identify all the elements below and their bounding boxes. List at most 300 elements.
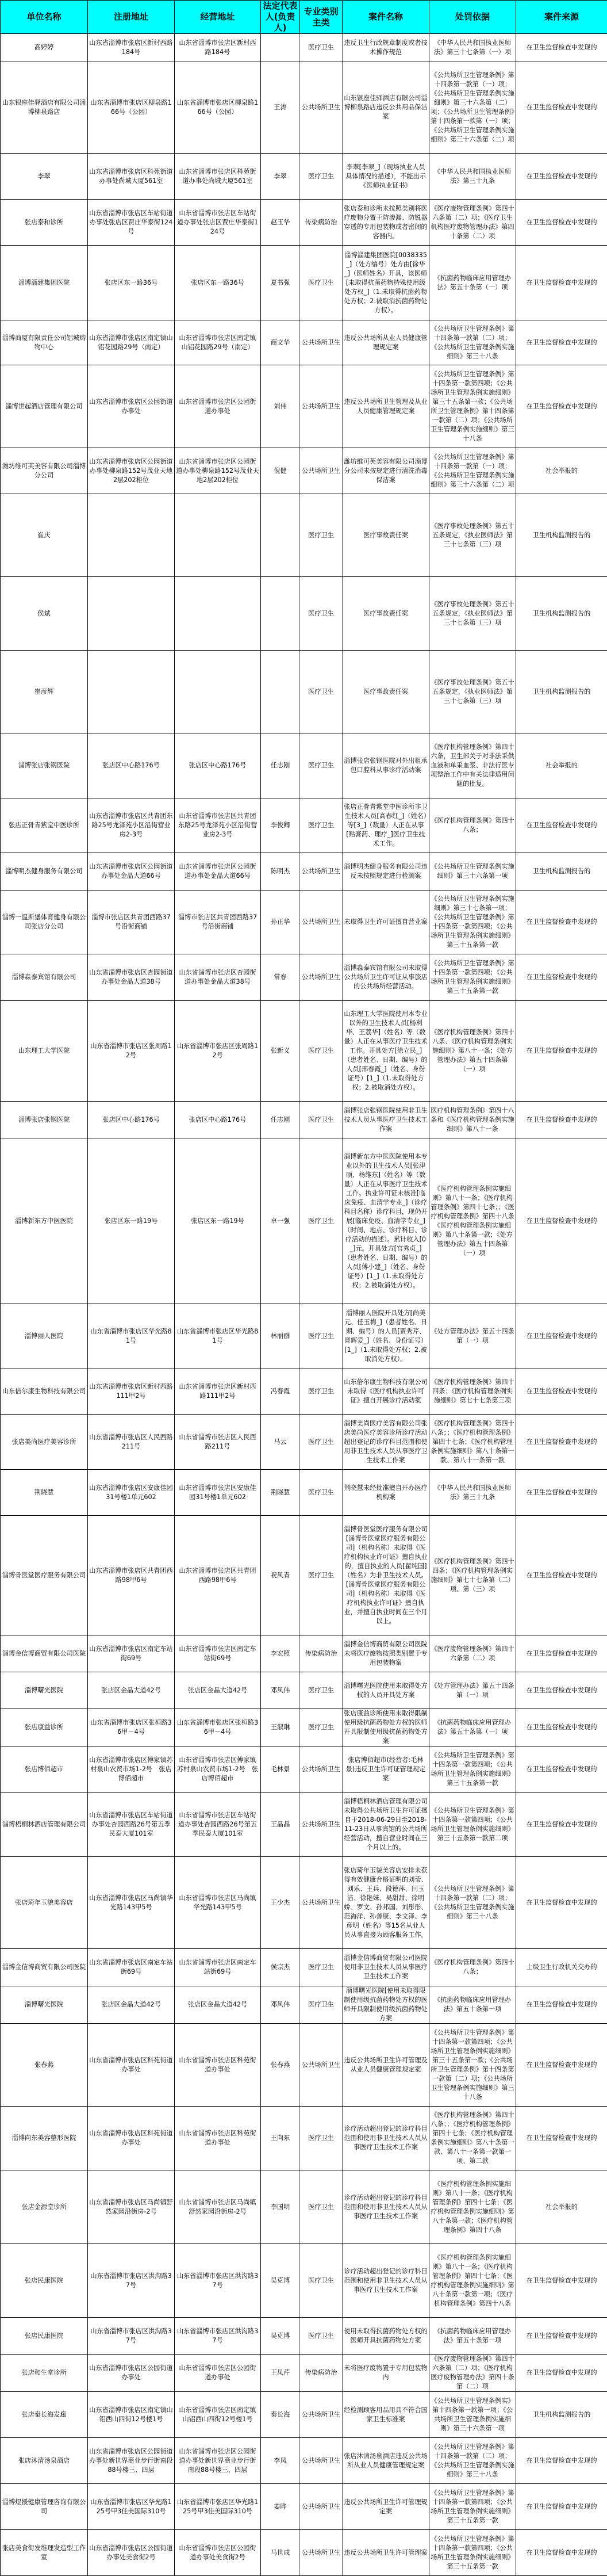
cell-registered-address: 山东省淄博市张店区杏园街道办事处金晶大道38号: [88, 954, 175, 1001]
header-case-source: 案件来源: [516, 1, 607, 34]
cell-penalty-basis: 《医疗机构管理条例》第四十四条；《医疗机构管理条例实施细则》第七十七条第三项: [429, 1369, 516, 1415]
cell-registered-address: 张店区中心路176号: [88, 1102, 175, 1138]
cell-registered-address: 山东省淄博市张店区公园街道办事处: [88, 2355, 175, 2392]
cell-penalty-basis: 《处方管理办法》第五十四条第（一）项: [429, 1304, 516, 1369]
cell-category: 医疗卫生: [300, 1470, 343, 1516]
cell-case-name: 淄博曙光医院[使用未取得限制使用级抗菌药物处方权的医师开具限制使用级抗菌药物处方案: [343, 1986, 429, 2024]
cell-unit-name: 崔彦辉: [1, 651, 88, 733]
cell-penalty-basis: 《医疗机构管理条例实施细则》第八十一条；《医疗机构管理条例》第四十七条；《医疗机构管理条例实施细则》第八十条第一款第一项；《医疗机构管理条例》第四十八条: [429, 2244, 516, 2318]
cell-penalty-basis: 《中华人民共和国执业医师法》第三十九条: [429, 1470, 516, 1516]
cell-registered-address: 山东省淄博市张店区公园街道办事处: [88, 365, 175, 448]
cell-case-name: 淄博张店张钢医院使用非卫生技术人员从事医疗卫生技术工作案: [343, 1102, 429, 1138]
cell-penalty-basis: 《抗菌药物临床应用管理办法》第五十条第（一）项: [429, 246, 516, 320]
cell-category: 公共场所卫生: [300, 1746, 343, 1793]
cell-category: 医疗卫生: [300, 1949, 343, 1986]
cell-category: 医疗卫生: [300, 1672, 343, 1709]
cell-legal-representative: 倪健: [261, 448, 300, 494]
cell-unit-name: 淄博丽人医院: [1, 1304, 88, 1369]
cell-case-name: 诊疗活动超出登记的诊疗科目范围和使用非卫生技术人员从事医疗卫生技术工作案: [343, 2107, 429, 2170]
cell-registered-address: 山东省淄博市张店区车站街道办事处张店区贾庄华泰街124号: [88, 200, 175, 246]
table-row: [1, 494, 607, 577]
cell-case-name: 荆晓慧未经批准擅自开办医疗机构案: [343, 1470, 429, 1516]
cell-legal-representative: 张新义: [261, 1001, 300, 1102]
cell-case-source: 在卫生监督检查中发现的: [516, 1138, 607, 1304]
cell-business-address: 山东省淄博市张店区人民西路211号: [175, 1415, 261, 1470]
cell-business-address: 山东省淄博市张店区马尚镇华光路143甲5号: [175, 1857, 261, 1949]
table-row: [1, 1746, 607, 1793]
cell-business-address: 山东省淄博市张店区洪沟路37号: [175, 2244, 261, 2318]
cell-case-name: 未取得卫生许可证擅自营业案: [343, 890, 429, 954]
cell-business-address: 山东省淄博市张店区公园街道办事处: [175, 2355, 261, 2392]
cell-penalty-basis: 《抗菌药物临床应用管理办法》第五十条第（一）项: [429, 1709, 516, 1746]
cell-registered-address: 山东省淄博市张店区华光路81号: [88, 1304, 175, 1369]
cell-unit-name: 淄博煜援健康管理咨询有限公司: [1, 2484, 88, 2530]
cell-penalty-basis: 《公共场所卫生管理条例》第十四条第一款第四项；《公共场所卫生管理条例实施细则》第三十五条第一款: [429, 954, 516, 1001]
cell-case-name: 张店泰和诊所未按照类别将医疗废物分置于防渗漏、防锐器穿透的专用包装物或者密闭的容器内。: [343, 200, 429, 246]
cell-case-name: 淄博淄建集团医院[0038335_]（处方编号）处方由[徐华_]（医师姓名）开具，该医师[未取得抗菌药物特殊使用级处方权_]（1.未取得抗菌药物处方权；2.被取消抗菌药物处方权）。: [343, 246, 429, 320]
cell-unit-name: 张店美食街发维理发造型工作室: [1, 2530, 88, 2576]
table-row: [1, 2024, 607, 2107]
cell-case-name: 违反公共场所卫生许可管理及从业人员健康管理规定案: [343, 2024, 429, 2107]
cell-case-source: 在卫生监督检查中发现的: [516, 1470, 607, 1516]
cell-penalty-basis: 《中华人民共和国执业医师法》第三十七条第（一）项: [429, 34, 516, 62]
cell-case-name: 张店康益诊所使用未取得限制使用级抗菌药物处方权的医师开具限制使用级抗菌药物处方案: [343, 1709, 429, 1746]
header-row: [1, 1, 607, 34]
cell-registered-address: 山东省淄博市张店区张周路12号: [88, 1001, 175, 1102]
cell-business-address: 山东省淄博市张店区洪沟路37号: [175, 2318, 261, 2355]
cell-case-source: 社会举报的: [516, 733, 607, 798]
cell-case-name: 张店正骨青紫堂中医诊所非卫生技术人员[高春红_]（姓名）等[3_]（数量）人正在从事[贴膏药、理疗_]医疗卫生技术工作。: [343, 798, 429, 853]
cell-registered-address: 山东省淄博市张店区公园街道办事处金晶大道66号: [88, 853, 175, 890]
cell-case-source: 在卫生监督检查中发现的: [516, 1102, 607, 1138]
table-row: [1, 246, 607, 320]
cell-legal-representative: [261, 34, 300, 62]
cell-category: 公共场所卫生: [300, 320, 343, 365]
cell-case-source: 上级卫生行政机关交办的: [516, 1949, 607, 1986]
cell-registered-address: 山东省淄博市张店区南定镇山铝西山四街12号楼1号: [88, 2392, 175, 2438]
cell-case-name: 医疗事故责任案: [343, 494, 429, 577]
cell-case-source: 在卫生监督检查中发现的: [516, 320, 607, 365]
cell-legal-representative: 林丽群: [261, 1304, 300, 1369]
cell-case-source: 在卫生监督检查中发现的: [516, 34, 607, 62]
cell-case-source: 卫生机构监测报告的: [516, 651, 607, 733]
header-registered-address: 注册地址: [88, 1, 175, 34]
cell-category: 医疗卫生: [300, 2170, 343, 2244]
cell-registered-address: 山东省淄博市张店区新村西路184号: [88, 34, 175, 62]
cell-legal-representative: 邓风伟: [261, 1672, 300, 1709]
cell-case-source: 在卫生监督检查中发现的: [516, 954, 607, 1001]
cell-legal-representative: 李俊卿: [261, 798, 300, 853]
cell-registered-address: 山东省淄博市张店区洪沟路37号: [88, 2244, 175, 2318]
cell-unit-name: 淄博世起酒店管理有限公司: [1, 365, 88, 448]
cell-case-name: 违反公共场所从业人员健康管理规定案: [343, 320, 429, 365]
cell-penalty-basis: 《公共场所卫生管理条例》第十四条第一款第（二）项；《公共场所卫生管理条例实施细则》第三十八条: [429, 1857, 516, 1949]
cell-case-name: 山东理工大学医院使用本专业以外的卫生技术人员[杨利华、王荔华]（姓名）等（数量）人正在从事医疗卫生技术工作。开具处方[徐立民_]（患者姓名、日期、编号）的人员[邢春霞_]（姓名、身份证号）[1_]（1.未取得处方权；2.被取消处方权）。: [343, 1001, 429, 1102]
cell-business-address: 山东省淄博市张店区马尚镇舒然家园沿街房-2号: [175, 2170, 261, 2244]
cell-case-source: 在卫生监督检查中发现的: [516, 1516, 607, 1635]
cell-category: 公共场所卫生: [300, 365, 343, 448]
cell-legal-representative: 荆晓慧: [261, 1470, 300, 1516]
cell-registered-address: [88, 577, 175, 651]
cell-registered-address: 山东省淄博市张店区科苑街道办事处: [88, 2107, 175, 2170]
cell-registered-address: 山东省淄博市张店区傅家镇苏村泉山农贸市场1-2号 张店博佰超市: [88, 1746, 175, 1793]
cell-category: 医疗卫生: [300, 798, 343, 853]
cell-registered-address: 山东省淄博市张店区新村西路111甲2号: [88, 1369, 175, 1415]
cell-business-address: 山东省淄博市张店区华光路125号甲3佳美国际310号: [175, 2484, 261, 2530]
cell-penalty-basis: 《公共场所卫生管理条例》第十四条第一款第四项；《公共场所卫生管理条例实施细则》第三十五条第一款；《公共场所卫生管理条例》第十四条第一款第（二）项；《公共场所卫生管理条例实施细则》第三十八条: [429, 365, 516, 448]
cell-unit-name: 淄博梧桐林酒店管理有限公司: [1, 1793, 88, 1857]
table-row: [1, 2438, 607, 2484]
cell-case-name: 违反公共场所卫生许可管理案: [343, 2530, 429, 2576]
cell-category: 公共场所卫生: [300, 2484, 343, 2530]
cell-case-name: 淄博丽人医院开具处方[尚美元、任玉梅_]（患者姓名、日期、编号）的人员[贾秀芹、冒辉爱_]（姓名、身份证号）[1_]（1.未取得处方权；2.被取消处方权）。: [343, 1304, 429, 1369]
cell-case-source: 在卫生监督检查中发现的: [516, 1001, 607, 1102]
cell-business-address: 山东省淄博市张店区公园街道办事处: [175, 365, 261, 448]
cell-case-name: 诊疗活动超出登记的诊疗科目范围和使用非卫生技术人员从事医疗卫生技术工作案: [343, 2244, 429, 2318]
cell-registered-address: 山东省淄博市张店区科苑街道办事处尚城大厦561室: [88, 154, 175, 200]
cell-category: 医疗卫生: [300, 651, 343, 733]
cell-category: 医疗卫生: [300, 34, 343, 62]
cell-penalty-basis: 《医疗机构管理条例实施细则》第八十一条；《医疗机构管理条例》第四十七条；；《医疗机构管理条例》第四十八条《医疗机构管理条例实施细则》第八十条第一款；《处方管理办法》第五十四条第（一）项: [429, 1138, 516, 1304]
cell-business-address: 山东省淄博市张店区傅家镇苏村泉山农贸市场1-2号 张店博佰超市: [175, 1746, 261, 1793]
cell-case-name: 淄博张店张钢医院对外出租承包口腔科从事诊疗活动案: [343, 733, 429, 798]
cell-business-address: 山东省淄博市张店区科苑街道办事处: [175, 2107, 261, 2170]
cell-case-name: 未将医疗废物置于专用包装物内: [343, 2355, 429, 2392]
cell-penalty-basis: 《医疗机构管理条例》第四十八条；；《医疗机构管理条例》第四十七条；《医疗机构管理条例实施细则》第八十条第一款、第八十一条第一款第一项、第二款: [429, 2107, 516, 2170]
cell-case-source: 在卫生监督检查中发现的: [516, 1793, 607, 1857]
cell-registered-address: 山东省淄博市张店区车站街道办事处杏园西路26号第五季民泰大厦101室: [88, 1793, 175, 1857]
cell-penalty-basis: 《抗菌药物临床应用管理办法》第五十条第一项: [429, 1986, 516, 2024]
cell-unit-name: 淄博一温斯堡体育健身有限公司张店分公司: [1, 890, 88, 954]
cell-legal-representative: 马云: [261, 1415, 300, 1470]
table-row: [1, 1001, 607, 1102]
cell-category: 公共场所卫生: [300, 890, 343, 954]
cell-penalty-basis: 《公共场所卫生管理条例》第十四条第一款第（一）项；《公共场所卫生管理条例实施细则》第三十六条第（二）项；《公共场所卫生管理条例》第十四条第一款第（一）项；《公共场所卫生管理条例实施细则》第三十六条第（二）项: [429, 62, 516, 154]
table-row: [1, 1986, 607, 2024]
cell-category: 医疗卫生: [300, 1138, 343, 1304]
cell-case-source: 社会举报的: [516, 448, 607, 494]
cell-registered-address: 山东省淄博市张店区南定车站街69号: [88, 1635, 175, 1672]
cell-category: 医疗卫生: [300, 1001, 343, 1102]
table-row: [1, 1304, 607, 1369]
cell-case-name: 医疗事故责任案: [343, 651, 429, 733]
cell-case-name: 淄博新东方中医医院使用本专业以外的卫生技术人员[张津硕、杨维东]（姓名）等（数量）人正在从事医疗卫生技术工作。执业许可证未核准[临床免疫、血清学专业_]（诊疗科目名称）诊疗科目，现仍开展[临床免疫、血清学专业_]（时间、地点、诊疗科目、诊疗活动的描述）。累计收入[0_]元。开具处方[宫秀贞_]（患者姓名、日期、编号）的人员[傅小建_]（姓名、身份证号）[1_]（1.未取得处方权；2.被取消处方权）。: [343, 1138, 429, 1304]
cell-case-source: 在卫生监督检查中发现的: [516, 62, 607, 154]
cell-category: 公共场所卫生: [300, 2438, 343, 2484]
cell-legal-representative: 王凤芹: [261, 2355, 300, 2392]
cell-case-name: 违反公共场所卫生许可管理规定案: [343, 2484, 429, 2530]
cell-business-address: 山东省淄博市张店区共青团东路25号龙泽苑小区沿街营业房2-3号: [175, 798, 261, 853]
cell-business-address: 山东省淄博市张店区公园街道办事处柳泉路152号茂业天地2层202柜位: [175, 448, 261, 494]
table-row: [1, 2355, 607, 2392]
cell-penalty-basis: 《公共场所卫生管理条例》第十四条第一款第（一）项；《公共场所卫生管理条例实施细则》第三十六条第（二）项: [429, 448, 516, 494]
table-row: [1, 2170, 607, 2244]
cell-category: 医疗卫生: [300, 1415, 343, 1470]
cell-case-source: 在卫生监督检查中发现的: [516, 2107, 607, 2170]
cell-category: 传染病防治: [300, 2355, 343, 2392]
cell-case-name: 淄博梧桐林酒店管理有限公司未取得公共场所卫生许可证擅自于2018-06-29日至2018-11-23日从事宾馆的公共场所经营活动，擅自营业时间在三个月以上的。: [343, 1793, 429, 1857]
cell-unit-name: 张店民康医院: [1, 2244, 88, 2318]
cell-legal-representative: 姜晔: [261, 2484, 300, 2530]
cell-registered-address: [88, 651, 175, 733]
cell-penalty-basis: 《公共场所卫生管理条例》第十四条第一款第四项；《公共场所卫生管理条例实施细则》第三十五条第一款；《公共场所卫生管理条例》第十四条第一款第（二）项；《公共场所卫生管理条例实施细则》第三十八条: [429, 2024, 516, 2107]
cell-penalty-basis: 《公共场所卫生管理条例》第十四条第一款第（二）项；《公共场所卫生管理条例实施细则》第三十八条: [429, 320, 516, 365]
cell-category: 医疗卫生: [300, 494, 343, 577]
cell-registered-address: 山东省淄博市张店区公园街道办事处美食街2号: [88, 2530, 175, 2576]
cell-unit-name: 淄博商厦有限责任公司铝城购物中心: [1, 320, 88, 365]
cell-penalty-basis: 《中华人民共和国执业医师法》第三十九条: [429, 154, 516, 200]
cell-business-address: 山东省淄博市张店区安康佳园31号楼1单元602: [175, 1470, 261, 1516]
header-legal-representative: 法定代表人(负责人): [261, 1, 300, 34]
cell-unit-name: 张店美尚医疗美容诊所: [1, 1415, 88, 1470]
cell-business-address: [175, 494, 261, 577]
cell-case-source: 在卫生监督检查中发现的: [516, 1635, 607, 1672]
table-row: [1, 320, 607, 365]
cell-penalty-basis: 《公共场所卫生管理条例》第十四条第一款第四项；《公共场所卫生管理条例实施细则》第三十五条第一款第二项: [429, 1793, 516, 1857]
table-row: [1, 2484, 607, 2530]
cell-case-name: 诊疗活动超出登记的诊疗科目范围和使用非卫生技术人员从事医疗卫生技术工作案: [343, 2170, 429, 2244]
cell-legal-representative: 陈明杰: [261, 853, 300, 890]
cell-penalty-basis: 《医疗机构管理条例实施细则》第八十一条；《医疗机构管理条例》第四十七条；《医疗机构管理条例实施细则》第八十条第一款；《医疗机构管理条例》第四十八条: [429, 2170, 516, 2244]
cell-case-source: 在卫生监督检查中发现的: [516, 1369, 607, 1415]
cell-case-source: 在卫生监督检查中发现的: [516, 1304, 607, 1369]
cell-legal-representative: 毛林景: [261, 1746, 300, 1793]
cell-legal-representative: 邓风伟: [261, 1986, 300, 2024]
cell-business-address: 山东省淄博市张店区南定镇山铝花园路29号（南定）: [175, 320, 261, 365]
cell-case-name: 淄博金信博商贸有限公司医院使用非卫生技术人员从事医疗卫生技术工作案: [343, 1949, 429, 1986]
cell-unit-name: 淄博淼泰宾馆有限公司: [1, 954, 88, 1001]
table-row: [1, 448, 607, 494]
cell-case-source: 在卫生监督检查中发现的: [516, 2355, 607, 2392]
header-category: 专业类别主类: [300, 1, 343, 34]
cell-registered-address: 山东省淄博市张店区马尚镇华光路143甲5号: [88, 1857, 175, 1949]
table-row: [1, 154, 607, 200]
cell-business-address: 山东省淄博市张店区公园街道办事处美食街2号: [175, 2530, 261, 2576]
cell-penalty-basis: 《医疗机构管理条例》第四十四条；《医疗机构管理条例实施细则》第七十七条第（二）项、第（三）项: [429, 1516, 516, 1635]
cell-category: 医疗卫生: [300, 1516, 343, 1635]
cell-legal-representative: 马世成: [261, 2530, 300, 2576]
cell-registered-address: 山东省淄博市张店区人民西路211号: [88, 1415, 175, 1470]
table-row: [1, 577, 607, 651]
cell-case-source: 在卫生监督检查中发现的: [516, 798, 607, 853]
cell-business-address: 山东省淄博市张店区公园街道办事处金晶大道66号: [175, 853, 261, 890]
cell-legal-representative: 王少杰: [261, 1857, 300, 1949]
cell-business-address: 山东省淄博市张店区公园街道办事处新世界商业步行街南段88号楼三、四层: [175, 2438, 261, 2484]
cell-legal-representative: 李翠: [261, 154, 300, 200]
cell-registered-address: 山东省淄博市张店区共青团东路25号龙泽苑小区沿街营业房2-3号: [88, 798, 175, 853]
cell-case-name: 张店琦年玉貌美容店安排未获得有效健康合格证明的刘莹、刘乐、王兵、段德萍、闫玉洁、徐艳妹、吴甜甜、徐明娇、罗文、孙邦国、刘彤彤、范海洋、孙善康、李文泽、李彦明（姓名）等15名从业人员从事直接为顾客服务工作。: [343, 1857, 429, 1949]
cell-unit-name: 张店金源堂诊所: [1, 2170, 88, 2244]
cell-registered-address: 张店区东一路19号: [88, 1138, 175, 1304]
cell-case-name: 山东倍尔康生物科技有限公司未取得《医疗机构执业许可证》擅自开展诊疗活动案: [343, 1369, 429, 1415]
cell-case-source: 卫生机构监测报告的: [516, 494, 607, 577]
cell-legal-representative: 侯宗杰: [261, 1949, 300, 1986]
cell-case-name: 张店沐清汤泉酒店违反公共场所从业人员健康管理规定案: [343, 2438, 429, 2484]
cell-category: 公共场所卫生: [300, 2024, 343, 2107]
table-row: [1, 1857, 607, 1949]
cell-category: 公共场所卫生: [300, 448, 343, 494]
cell-registered-address: 山东省淄博市张店区张桓路36甲－4号: [88, 1709, 175, 1746]
cell-penalty-basis: 《公共场所卫生管理条例实施细则》第三十六条第一项: [429, 853, 516, 890]
cell-category: 医疗卫生: [300, 577, 343, 651]
cell-case-name: 李翠[李翠_]（现场执业人员具体情况的描述），不能出示《医师执业证书》: [343, 154, 429, 200]
cell-legal-representative: 王向东: [261, 2107, 300, 2170]
cell-case-source: 在卫生监督检查中发现的: [516, 1709, 607, 1746]
header-unit-name: 单位名称: [1, 1, 88, 34]
cell-unit-name: 潍坊维可芙美容有限公司淄博分公司: [1, 448, 88, 494]
cell-unit-name: 高婷婷: [1, 34, 88, 62]
cell-unit-name: 淄博淄建集团医院: [1, 246, 88, 320]
cell-registered-address: 张店区金晶大道42号: [88, 1986, 175, 2024]
cell-penalty-basis: 《医疗机构管理条例》第四十六条，卫生部关于对非法采供血液和单采血浆、非法行医专项整治工作中有关法律适用问题的批复。: [429, 733, 516, 798]
cell-penalty-basis: 《医疗机构管理条例》第四十八条；: [429, 1949, 516, 1986]
table-row: [1, 34, 607, 62]
table-row: [1, 733, 607, 798]
cell-unit-name: 侯斌: [1, 577, 88, 651]
cell-unit-name: 山东银座佳驿酒店有限公司淄博柳泉路店: [1, 62, 88, 154]
table-row: [1, 853, 607, 890]
cell-legal-representative: 孙正华: [261, 890, 300, 954]
cell-category: 公共场所卫生: [300, 62, 343, 154]
table-row: [1, 1516, 607, 1635]
cell-penalty-basis: 《公共场所卫生管理条例》第十四条第一款第四项；《公共场所卫生管理条例实施细则》第三十五条第一款: [429, 2484, 516, 2530]
cell-penalty-basis: 《医疗机构管理条例》第四十八条、《医疗机构管理条例实施细则》第八十一条；《处方管理办法》第五十四条第（一）项: [429, 1001, 516, 1102]
cell-legal-representative: 李凤: [261, 2438, 300, 2484]
cell-case-source: 在卫生监督检查中发现的: [516, 2484, 607, 2530]
table-row: [1, 1369, 607, 1415]
cell-category: 传染病防治: [300, 1635, 343, 1672]
cell-category: 公共场所卫生: [300, 1857, 343, 1949]
cell-unit-name: 张店琦年玉貌美容店: [1, 1857, 88, 1949]
table-row: [1, 651, 607, 733]
cell-business-address: 张店区东一路36号: [175, 246, 261, 320]
cell-unit-name: 淄博张店张钢医院: [1, 1102, 88, 1138]
table-row: [1, 1672, 607, 1709]
cell-unit-name: 张店正骨青紫堂中医诊所: [1, 798, 88, 853]
cell-business-address: 山东省淄博市张店区新村西路111甲2号: [175, 1369, 261, 1415]
cell-category: 医疗卫生: [300, 1986, 343, 2024]
cell-category: 医疗卫生: [300, 1709, 343, 1746]
cell-penalty-basis: 《医疗事故处理条例》第五十五条规定，《执业医师法》第三十七条第（三）项: [429, 577, 516, 651]
cell-legal-representative: 祝风青: [261, 1516, 300, 1635]
table-row: [1, 1635, 607, 1672]
cell-unit-name: 淄博曙光医院: [1, 1986, 88, 2024]
cell-legal-representative: 任志刚: [261, 1102, 300, 1138]
cell-case-name: 淄博明杰健身服务有限公司违反未按照规定进行检测案: [343, 853, 429, 890]
cell-penalty-basis: 《医疗废物管理条例》第四十六条第（二）项；《医疗卫生机构医疗废物管理办法》第四十条第（二）项: [429, 200, 516, 246]
cell-business-address: [175, 577, 261, 651]
cell-legal-representative: 吴克博: [261, 2244, 300, 2318]
cell-case-name: 使用未取得抗菌药物处方权的医师开具抗菌药物处方案: [343, 2318, 429, 2355]
cell-case-source: 在卫生监督检查中发现的: [516, 1415, 607, 1470]
cell-legal-representative: 李宏照: [261, 1635, 300, 1672]
table-body: [1, 34, 607, 2576]
table-row: [1, 62, 607, 154]
table-row: [1, 1415, 607, 1470]
cell-penalty-basis: 《医疗机构管理条例》第四十八条；: [429, 798, 516, 853]
cell-legal-representative: 王淑琳: [261, 1709, 300, 1746]
cell-case-name: 淄博骨医堂医疗服务有限公司[淄博骨医堂医疗服务有限公司]（机构名称）未取得《医疗机构执业许可证》擅自执业的，擅自执业的人员[翟纯国]（姓名）为非卫生技术人员。[淄博骨医堂医疗服务有限公司]（机构名称）未取得《医疗机构执业许可证》擅自执业，并擅自执业时间在三个月以上。: [343, 1516, 429, 1635]
cell-business-address: 山东省淄博市张店区新村西路184号: [175, 34, 261, 62]
table-row: [1, 365, 607, 448]
header-penalty-basis: 处罚依据: [429, 1, 516, 34]
cell-registered-address: 张店区金晶大道42号: [88, 1672, 175, 1709]
cell-registered-address: [88, 494, 175, 577]
cell-category: 医疗卫生: [300, 1102, 343, 1138]
cell-case-source: 在卫生监督检查中发现的: [516, 1857, 607, 1949]
cell-business-address: 山东省淄博市张店区华光路81号: [175, 1304, 261, 1369]
cell-unit-name: 张店博佰超市: [1, 1746, 88, 1793]
cell-unit-name: 淄博曙光医院: [1, 1672, 88, 1709]
cell-legal-representative: [261, 651, 300, 733]
cell-business-address: 山东省淄博市张店区南定镇山铝西山四街12号楼1号: [175, 2392, 261, 2438]
cell-business-address: 山东省淄博市张店区南定车站街69号: [175, 1635, 261, 1672]
table-row: [1, 2530, 607, 2576]
cell-registered-address: 山东省淄博市张店区马尚镇舒然家园沿街房-2号: [88, 2170, 175, 2244]
cell-category: 医疗卫生: [300, 154, 343, 200]
cell-legal-representative: 王涛: [261, 62, 300, 154]
cell-case-source: 在卫生监督检查中发现的: [516, 200, 607, 246]
cell-unit-name: 淄博张店张钢医院: [1, 733, 88, 798]
header-business-address: 经营地址: [175, 1, 261, 34]
cell-category: 传染病防治: [300, 200, 343, 246]
cell-case-name: 淄博淼泰宾馆有限公司未取得公共场所卫生许可证从事旅店的公共场所经营活动。: [343, 954, 429, 1001]
cell-legal-representative: 常春: [261, 954, 300, 1001]
cell-case-name: 违反公共场所卫生管理及从业人员健康管理规定案: [343, 365, 429, 448]
table-row: [1, 200, 607, 246]
cell-case-name: 淄博金信博商贸有限公司医院未将医疗废物按照类别置于专用包装物案: [343, 1635, 429, 1672]
cell-category: 公共场所卫生: [300, 2392, 343, 2438]
cell-case-source: 在卫生监督检查中发现的: [516, 2530, 607, 2576]
cell-penalty-basis: 《抗菌药物临床应用管理办法》第五十条第一项: [429, 2318, 516, 2355]
cell-registered-address: 山东省淄博市张店区安康佳园31号楼1单元602: [88, 1470, 175, 1516]
table-row: [1, 1793, 607, 1857]
cell-case-source: 卫生机构监测报告的: [516, 853, 607, 890]
cell-case-source: 在卫生监督检查中发现的: [516, 154, 607, 200]
table-row: [1, 1470, 607, 1516]
cell-registered-address: 山东省淄博市张店区共青团西路98甲6号: [88, 1516, 175, 1635]
cell-legal-representative: 夏书强: [261, 246, 300, 320]
cell-unit-name: 淄博骨医堂医疗服务有限公司: [1, 1516, 88, 1635]
cell-business-address: 山东省淄博市张店区车站街道办事处张店区贾庄华泰街124号: [175, 200, 261, 246]
cell-category: 医疗卫生: [300, 733, 343, 798]
cell-penalty-basis: 《医疗事故处理条例》第五十五条规定，《执业医师法》第三十七条第（三）项: [429, 494, 516, 577]
cell-unit-name: 淄博明杰健身服务有限公司: [1, 853, 88, 890]
cell-case-source: 在卫生监督检查中发现的: [516, 365, 607, 448]
cell-unit-name: 山东倍尔康生物科技有限公司: [1, 1369, 88, 1415]
cell-registered-address: 山东省淄博市张店区南定镇山铝花园路29号（南定）: [88, 320, 175, 365]
cell-registered-address: 山东省淄博市张店区洪沟路37号: [88, 2318, 175, 2355]
cell-category: 医疗卫生: [300, 2244, 343, 2318]
cell-legal-representative: 任志刚: [261, 733, 300, 798]
cell-business-address: 山东省淄博市张店区张桓路36甲－4号: [175, 1709, 261, 1746]
cell-case-source: 在卫生监督检查中发现的: [516, 890, 607, 954]
cell-case-source: 在卫生监督检查中发现的: [516, 2438, 607, 2484]
cell-business-address: [175, 651, 261, 733]
cell-unit-name: 李翠: [1, 154, 88, 200]
table-row: [1, 2392, 607, 2438]
cell-business-address: 张店区金晶大道42号: [175, 1986, 261, 2024]
cell-penalty-basis: 《医疗机构管理条例》第四十八条；；《医疗机构管理条例》第四十七条；《医疗机构管理条例实施细则》第八十条第一款、第八十一条第一款: [429, 1415, 516, 1470]
cell-case-source: 在卫生监督检查中发现的: [516, 1746, 607, 1793]
cell-penalty-basis: 《医疗废物管理条例》第四十六条第（二）项: [429, 1635, 516, 1672]
cell-penalty-basis: 《医疗废物管理条例》第四十六条第（二）项；《医疗机构医疗废物管理办法》第四十条第（二）项: [429, 2355, 516, 2392]
cell-business-address: 山东省淄博市张店区南定车站街69号: [175, 1949, 261, 1986]
cell-category: 公共场所卫生: [300, 1793, 343, 1857]
cell-case-name: 违反卫生行政规章制度或者技术操作规范: [343, 34, 429, 62]
cell-category: 医疗卫生: [300, 1369, 343, 1415]
cell-unit-name: 张春燕: [1, 2024, 88, 2107]
